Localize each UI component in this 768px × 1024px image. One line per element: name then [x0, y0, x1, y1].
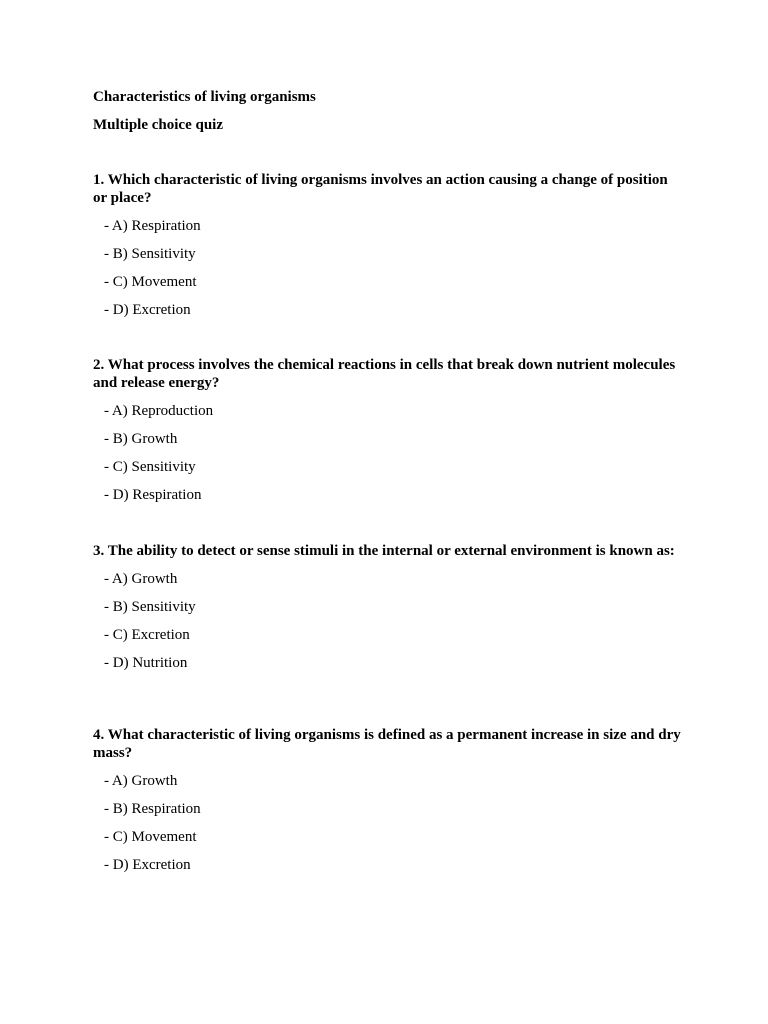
- question-text: 1. Which characteristic of living organisms involves an action causing a change of position or place?: [93, 172, 668, 206]
- answer-options: [93, 217, 683, 319]
- question-3: [93, 542, 683, 672]
- answer-options: [93, 402, 683, 504]
- option-d: - D) Respiration: [104, 487, 202, 503]
- option-a: - A) Growth: [104, 773, 178, 789]
- option-b: - B) Growth: [104, 431, 178, 447]
- option-c: - C) Movement: [104, 274, 197, 290]
- option-d: - D) Nutrition: [104, 655, 188, 671]
- option-a: - A) Respiration: [104, 218, 201, 234]
- option-c: - C) Movement: [104, 829, 197, 845]
- question-text: 3. The ability to detect or sense stimuli in the internal or external environment is known as:: [93, 543, 675, 559]
- question-1: [93, 171, 683, 319]
- question-4: [93, 726, 683, 874]
- option-a: - A) Reproduction: [104, 403, 214, 419]
- option-c: - C) Excretion: [104, 627, 190, 643]
- option-b: - B) Respiration: [104, 801, 201, 817]
- answer-options: [93, 772, 683, 874]
- answer-options: [93, 570, 683, 672]
- question-text: 4. What characteristic of living organisms is defined as a permanent increase in size and dry mass?: [93, 727, 681, 761]
- document-title: Characteristics of living organisms: [93, 89, 316, 105]
- option-d: - D) Excretion: [104, 857, 191, 873]
- option-d: - D) Excretion: [104, 302, 191, 318]
- option-a: - A) Growth: [104, 571, 178, 587]
- document-subtitle: Multiple choice quiz: [93, 117, 223, 133]
- option-b: - B) Sensitivity: [104, 599, 196, 615]
- option-b: - B) Sensitivity: [104, 246, 196, 262]
- question-2: [93, 356, 683, 504]
- question-text: 2. What process involves the chemical reactions in cells that break down nutrient molecules and release energy?: [93, 357, 676, 391]
- option-c: - C) Sensitivity: [104, 459, 196, 475]
